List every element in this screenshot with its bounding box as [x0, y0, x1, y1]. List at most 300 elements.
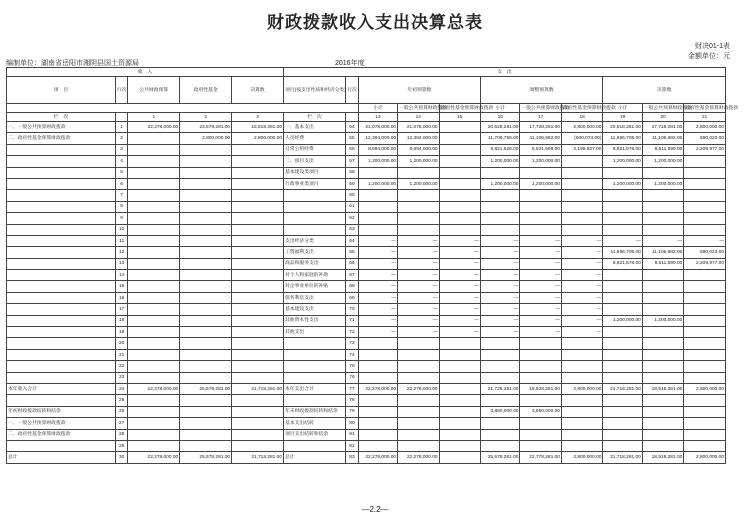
amount-cell: — — [520, 247, 561, 258]
amount-cell: — — [481, 281, 520, 292]
amount-cell — [642, 429, 683, 440]
amount-cell — [481, 361, 520, 372]
amount-cell: — — [481, 304, 520, 315]
fund-value — [180, 440, 232, 451]
public-value — [128, 270, 180, 281]
col-num: 2 — [180, 113, 232, 122]
amount-cell — [603, 440, 642, 451]
amount-cell — [684, 349, 726, 360]
fund-value — [180, 406, 232, 417]
amount-cell — [398, 349, 439, 360]
amount-cell: — — [358, 315, 397, 326]
line-no: 82 — [346, 440, 358, 451]
fund-value: 25,578,281.00 — [180, 452, 232, 463]
final-value — [232, 327, 284, 338]
amount-cell — [684, 156, 726, 167]
line-no: 59 — [346, 178, 358, 189]
amount-cell — [642, 327, 683, 338]
amount-cell — [520, 418, 561, 429]
amount-cell: 8,821,576.00 — [603, 144, 642, 155]
fund-value — [180, 349, 232, 360]
amount-cell: — — [439, 315, 480, 326]
amount-cell — [642, 167, 683, 178]
amount-cell: — — [520, 270, 561, 281]
income-item — [7, 258, 116, 269]
amount-cell — [561, 213, 602, 224]
amount-cell: 8,694,000.00 — [358, 144, 397, 155]
amount-cell: — — [684, 235, 726, 246]
amount-cell: 22,278,000.00 — [398, 452, 439, 463]
public-value — [128, 418, 180, 429]
expense-item: 人员经费 — [284, 133, 346, 144]
gov-fund-header: 政府性基金预算财政拨款 — [562, 105, 616, 111]
year-label: 2016年度 — [335, 60, 365, 67]
expense-item: 行政事业类项目 — [284, 178, 346, 189]
amount-cell — [642, 395, 683, 406]
amount-cell: 18,918,281.00 — [642, 383, 683, 394]
amount-cell: — — [439, 327, 480, 338]
amount-cell: 1,200,000.00 — [481, 178, 520, 189]
public-value — [128, 304, 180, 315]
expense-header: 支 出 — [284, 68, 726, 77]
amount-cell: 1,200,000.00 — [358, 156, 397, 167]
income-item — [7, 224, 116, 235]
public-value — [128, 258, 180, 269]
fund-value — [180, 167, 232, 178]
line-no: 20 — [115, 338, 127, 349]
amount-cell: 21,078,000.00 — [398, 122, 439, 133]
amount-cell — [684, 190, 726, 201]
table-row — [7, 213, 726, 224]
public-value — [128, 190, 180, 201]
amount-cell — [603, 361, 642, 372]
amount-cell: — — [603, 235, 642, 246]
table-row — [7, 224, 726, 235]
expense-item: 债务利息支出 — [284, 292, 346, 303]
amount-cell — [439, 418, 480, 429]
amount-cell — [439, 190, 480, 201]
final-value — [232, 418, 284, 429]
amount-cell: — — [439, 235, 480, 246]
general-public-header: 一般公共预算财政拨款 — [643, 105, 692, 111]
public-value — [128, 361, 180, 372]
line-no: 79 — [346, 406, 358, 417]
amount-cell: 1,200,000.00 — [481, 156, 520, 167]
line-no: 24 — [115, 383, 127, 394]
amount-cell — [439, 338, 480, 349]
amount-cell — [603, 292, 642, 303]
income-item — [7, 247, 116, 258]
amount-cell: 2,800,000.00 — [684, 383, 726, 394]
line-no: 72 — [346, 327, 358, 338]
amount-cell: — — [561, 270, 602, 281]
income-item: 本年收入合计 — [7, 383, 116, 394]
table-row — [7, 338, 726, 349]
income-header: 收 入 — [7, 68, 284, 77]
expense-item — [284, 349, 346, 360]
amount-cell — [561, 372, 602, 383]
final-value — [232, 338, 284, 349]
amount-cell: — — [439, 292, 480, 303]
final-value — [232, 361, 284, 372]
income-item — [7, 349, 116, 360]
amount-cell — [481, 440, 520, 451]
amount-cell — [603, 190, 642, 201]
amount-cell: 21,718,281.00 — [603, 452, 642, 463]
fund-value: 2,800,000.00 — [180, 133, 232, 144]
amount-cell — [603, 338, 642, 349]
table-row — [7, 281, 726, 292]
fund-value — [180, 327, 232, 338]
fund-value — [180, 213, 232, 224]
line-no: 74 — [346, 349, 358, 360]
amount-cell: — — [520, 258, 561, 269]
amount-cell — [561, 190, 602, 201]
amount-cell — [520, 361, 561, 372]
amount-cell: — — [398, 281, 439, 292]
expense-item — [284, 338, 346, 349]
amount-cell: — — [481, 327, 520, 338]
amount-cell — [439, 178, 480, 189]
amount-cell: 6,611,599.00 — [642, 144, 683, 155]
amount-cell — [603, 224, 642, 235]
income-item — [7, 178, 116, 189]
table-row — [7, 190, 726, 201]
final-value — [232, 372, 284, 383]
amount-cell — [603, 406, 642, 417]
amount-cell: — — [398, 247, 439, 258]
amount-cell: — — [358, 281, 397, 292]
income-item: 总计 — [7, 452, 116, 463]
amount-cell — [561, 418, 602, 429]
amount-cell: 1,200,000.00 — [603, 178, 642, 189]
table-row — [7, 270, 726, 281]
amount-cell — [481, 213, 520, 224]
public-value — [128, 349, 180, 360]
amount-cell: 18,918,281.00 — [642, 452, 683, 463]
income-item — [7, 338, 116, 349]
amount-cell — [603, 201, 642, 212]
amount-cell: — — [439, 281, 480, 292]
amount-cell: 2,800,000.00 — [684, 122, 726, 133]
amount-cell: — — [398, 292, 439, 303]
amount-cell: 21,728,281.00 — [481, 383, 520, 394]
page-title: 财政拨款收入支出决算总表 — [267, 13, 483, 33]
table-row — [7, 383, 726, 394]
expense-item: 基本支出结转 — [284, 418, 346, 429]
amount-cell: 12,384,000.00 — [398, 133, 439, 144]
line-no: 14 — [115, 270, 127, 281]
general-public-header: 一般公共预算财政拨款 — [521, 105, 570, 111]
amount-cell: 2,800,000.00 — [561, 122, 602, 133]
col-num: 21 — [684, 113, 726, 122]
amount-cell — [520, 338, 561, 349]
amount-cell: — — [561, 292, 602, 303]
line-no: 11 — [115, 235, 127, 246]
amount-cell: 21,078,000.00 — [358, 122, 397, 133]
final-value: 21,718,281.00 — [232, 452, 284, 463]
amount-cell: 1,200,000.00 — [603, 315, 642, 326]
expense-item: 支出经济分类 — [284, 235, 346, 246]
income-item — [7, 372, 116, 383]
amount-cell — [642, 281, 683, 292]
line-no: 15 — [115, 281, 127, 292]
table-row — [7, 440, 726, 451]
amount-cell — [603, 429, 642, 440]
amount-cell — [398, 213, 439, 224]
final-header: 决算数 — [232, 77, 284, 104]
final-group-header: 决算数 — [603, 77, 726, 104]
amount-cell: 8,694,000.00 — [398, 144, 439, 155]
income-item — [7, 395, 116, 406]
amount-cell — [398, 429, 439, 440]
line-no: 63 — [346, 224, 358, 235]
amount-cell: — — [520, 315, 561, 326]
amount-cell — [358, 224, 397, 235]
income-item — [7, 361, 116, 372]
expense-item — [284, 213, 346, 224]
final-value — [232, 270, 284, 281]
amount-cell — [561, 361, 602, 372]
expense-item: 一、基本支出 — [284, 122, 346, 133]
amount-cell — [684, 327, 726, 338]
income-item — [7, 281, 116, 292]
amount-cell — [642, 304, 683, 315]
final-value — [232, 224, 284, 235]
fund-value — [180, 418, 232, 429]
amount-cell: — — [561, 258, 602, 269]
amount-cell: 8,821,576.00 — [603, 258, 642, 269]
final-value: 18,818,281.00 — [232, 122, 284, 133]
amount-cell — [561, 429, 602, 440]
amount-cell: — — [561, 247, 602, 258]
amount-cell — [358, 201, 397, 212]
col-tag: 栏 次 — [284, 113, 346, 122]
table-row — [7, 156, 726, 167]
expense-item — [284, 440, 346, 451]
table-row — [7, 122, 726, 133]
expense-item: 对企事业单位的补贴 — [284, 281, 346, 292]
income-item — [7, 201, 116, 212]
amount-cell — [561, 406, 602, 417]
amount-cell — [358, 372, 397, 383]
line-no: 5 — [115, 167, 127, 178]
expense-item: 日常公用经费 — [284, 144, 346, 155]
amount-cell — [481, 201, 520, 212]
adjusted-header: 调整预算数 — [481, 77, 603, 104]
amount-cell: — — [398, 270, 439, 281]
amount-cell — [642, 292, 683, 303]
amount-cell — [439, 224, 480, 235]
income-item — [7, 156, 116, 167]
amount-cell: — — [481, 292, 520, 303]
amount-cell: 590,023.00 — [684, 133, 726, 144]
line-no: 4 — [115, 156, 127, 167]
amount-cell — [642, 418, 683, 429]
table-row — [7, 304, 726, 315]
expense-item — [284, 190, 346, 201]
amount-cell: 2,199,927.00 — [561, 144, 602, 155]
amount-cell: 11,706,756.00 — [481, 133, 520, 144]
line-no: 54 — [346, 122, 358, 133]
line-no: 27 — [115, 418, 127, 429]
income-item — [7, 235, 116, 246]
table-row — [7, 429, 726, 440]
amount-cell — [684, 406, 726, 417]
amount-cell: — — [520, 327, 561, 338]
public-value — [128, 201, 180, 212]
public-value — [128, 247, 180, 258]
amount-cell — [439, 440, 480, 451]
line-no: 61 — [346, 201, 358, 212]
amount-cell — [398, 338, 439, 349]
fund-value — [180, 156, 232, 167]
amount-cell — [561, 338, 602, 349]
amount-cell — [642, 201, 683, 212]
exp-line-header: 行次 — [346, 77, 358, 104]
amount-cell — [642, 372, 683, 383]
amount-cell — [642, 213, 683, 224]
line-no: 2 — [115, 133, 127, 144]
col-num: 1 — [128, 113, 180, 122]
subtotal-header: 小计 — [481, 104, 520, 113]
final-value — [232, 167, 284, 178]
amount-cell — [398, 406, 439, 417]
final-value — [232, 281, 284, 292]
amount-cell — [520, 395, 561, 406]
amount-cell: — — [520, 281, 561, 292]
public-value — [128, 440, 180, 451]
fund-value — [180, 315, 232, 326]
line-no: 23 — [115, 372, 127, 383]
amount-cell — [439, 201, 480, 212]
amount-cell — [398, 395, 439, 406]
amount-cell — [684, 395, 726, 406]
public-value — [128, 235, 180, 246]
amount-cell — [439, 144, 480, 155]
fund-value: 25,578,281.00 — [180, 383, 232, 394]
income-item: 二、政府性基金预算财政拨款 — [7, 133, 116, 144]
amount-cell — [481, 429, 520, 440]
expense-item: 项目支出结转和结余 — [284, 429, 346, 440]
amount-cell — [684, 281, 726, 292]
public-value — [128, 224, 180, 235]
gov-fund-header: 政府性基金预算财政拨款 — [685, 105, 739, 111]
table-row — [7, 235, 726, 246]
final-value — [232, 440, 284, 451]
amount-cell: — — [520, 235, 561, 246]
amount-cell — [398, 440, 439, 451]
fund-value — [180, 224, 232, 235]
amount-cell — [520, 349, 561, 360]
amount-cell — [684, 418, 726, 429]
expense-item: 商品和服务支出 — [284, 258, 346, 269]
amount-cell — [398, 418, 439, 429]
final-value: 2,800,000.00 — [232, 133, 284, 144]
line-no: 70 — [346, 304, 358, 315]
fund-value — [180, 304, 232, 315]
public-value — [128, 292, 180, 303]
fund-value — [180, 235, 232, 246]
income-item: 一、一般公共预算财政拨款 — [7, 122, 116, 133]
table-row — [7, 258, 726, 269]
line-no: 65 — [346, 247, 358, 258]
amount-cell: — — [439, 270, 480, 281]
expense-item — [284, 361, 346, 372]
general-public-header: 一般公共预算财政拨款 — [399, 105, 448, 111]
table-row — [7, 395, 726, 406]
amount-cell — [520, 224, 561, 235]
org-label: 编制单位：湖南省岳阳市湘阴县国土资源局 — [6, 60, 139, 67]
final-value — [232, 213, 284, 224]
amount-cell — [439, 406, 480, 417]
exp-item-header: 项目(按支出性质和经济分类) — [284, 77, 346, 104]
amount-cell: (600,074.00) — [561, 133, 602, 144]
fund-value: 23,578,281.00 — [180, 122, 232, 133]
line-no: 6 — [115, 178, 127, 189]
amount-cell — [439, 213, 480, 224]
col-num: 16 — [481, 113, 520, 122]
amount-cell — [642, 338, 683, 349]
fund-value — [180, 258, 232, 269]
amount-cell: — — [398, 258, 439, 269]
table-row — [7, 452, 726, 463]
subtotal-header: 小计 — [358, 104, 397, 113]
line-no: 64 — [346, 235, 358, 246]
amount-cell — [358, 361, 397, 372]
amount-cell: 17,718,281.00 — [642, 122, 683, 133]
expense-item — [284, 201, 346, 212]
final-value — [232, 144, 284, 155]
amount-cell: 6,611,599.00 — [642, 258, 683, 269]
amount-cell: 22,778,281.00 — [520, 452, 561, 463]
amount-cell: 1,200,000.00 — [520, 178, 561, 189]
amount-cell: 22,278,000.00 — [398, 383, 439, 394]
final-value — [232, 178, 284, 189]
amount-cell: 20,518,281.00 — [603, 122, 642, 133]
item-header: 项 目 — [7, 77, 116, 104]
fund-value — [180, 338, 232, 349]
col-tag: 栏 次 — [7, 113, 116, 122]
amount-cell — [684, 201, 726, 212]
amount-cell — [520, 213, 561, 224]
amount-cell: — — [358, 327, 397, 338]
amount-cell: — — [358, 235, 397, 246]
amount-cell — [439, 395, 480, 406]
fund-value — [180, 292, 232, 303]
line-no: 69 — [346, 292, 358, 303]
amount-cell — [520, 429, 561, 440]
amount-cell — [439, 133, 480, 144]
table-row — [7, 349, 726, 360]
line-no: 67 — [346, 270, 358, 281]
amount-cell — [481, 418, 520, 429]
amount-cell — [642, 270, 683, 281]
amount-cell: — — [358, 292, 397, 303]
amount-cell: 3,850,000.00 — [520, 406, 561, 417]
amount-cell — [481, 349, 520, 360]
income-item — [7, 292, 116, 303]
amount-cell — [684, 372, 726, 383]
income-item: 一、一般公共预算财政拨款 — [7, 418, 116, 429]
amount-cell — [561, 156, 602, 167]
fund-value — [180, 144, 232, 155]
income-item — [7, 440, 116, 451]
line-no: 10 — [115, 224, 127, 235]
amount-cell: 1,200,000.00 — [398, 156, 439, 167]
income-item: 年初财政拨款结转和结余 — [7, 406, 116, 417]
expense-item: 其他支出 — [284, 327, 346, 338]
